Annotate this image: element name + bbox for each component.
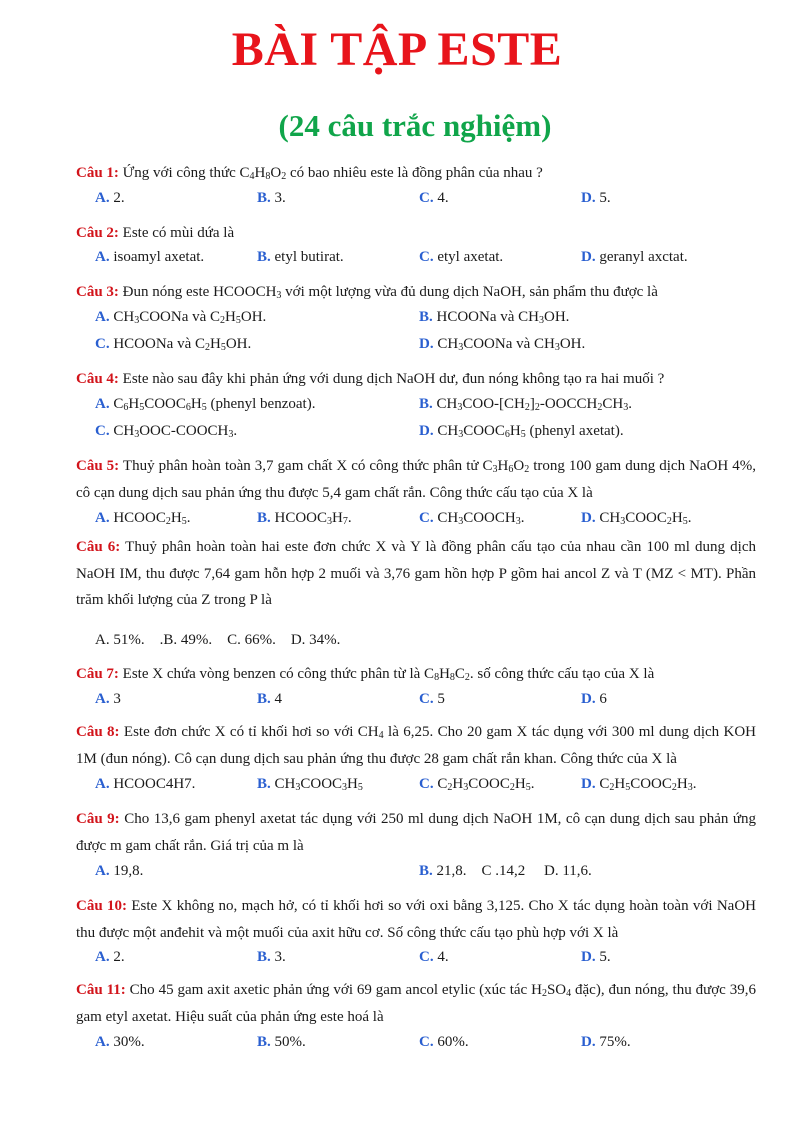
options-9: [95, 863, 775, 889]
question-10: [76, 893, 756, 946]
options-8: [95, 776, 775, 802]
question-2: [76, 220, 756, 247]
question-5: [76, 453, 756, 506]
option-d: D. 5.: [581, 949, 611, 965]
question-label: Câu 1:: [76, 165, 119, 181]
options-1: [95, 190, 775, 216]
page-title: BÀI TẬP ESTE: [231, 23, 563, 76]
question-text: Este X chứa vòng benzen có công thức phân từ là $C_8H_8C_2$. số công thức cấu tạo của X là: [118, 666, 655, 683]
option-b: B. $CH_3COO-[CH_2]_2-OOCCH_2CH_3$.: [419, 396, 632, 413]
option-b: B. 4: [257, 691, 283, 707]
option-c: C. 5: [419, 691, 445, 707]
option-c: C. HCOONa và $C_2H_5OH$.: [95, 336, 252, 353]
answers-6: A. 51%. .B. 49%. C. 66%. D. 34%.: [95, 632, 341, 648]
question-8: [76, 719, 756, 772]
question-label: Câu 3:: [76, 284, 119, 300]
question-text: Este X không no, mạch hở, có tỉ khối hơi so với oxi bằng 3,125. Cho X tác dụng hoàn toàn với NaOH thu được một anđehit và một muối của axit hữu cơ. Số công thức cấu tạo phù hợp với X là: [76, 898, 756, 941]
question-label: Câu 10:: [76, 898, 128, 914]
option-a: A. $C_6H_5COOC_6H_5$ (phenyl benzoat).: [95, 396, 316, 413]
question-label: Câu 4:: [76, 371, 119, 387]
option-d: D. $CH_3COOC_2H_5$.: [581, 510, 692, 527]
options-3-row1: [95, 309, 775, 335]
option-b: B. $CH_3COOC_3H_5$: [257, 776, 363, 793]
question-3: [76, 279, 756, 306]
option-a: A. $HCOOC_2H_5$.: [95, 510, 191, 527]
option-a: A. 3: [95, 691, 121, 707]
question-text: Este nào sau đây khi phản ứng với dung dịch NaOH dư, đun nóng không tạo ra hai muối ?: [118, 371, 665, 387]
option-c: C. 4.: [419, 190, 449, 206]
question-label: Câu 7:: [76, 666, 119, 682]
option-c: C. 4.: [419, 949, 449, 965]
question-label: Câu 6:: [76, 539, 121, 555]
option-b: B. 21,8. C .14,2 D. 11,6.: [419, 863, 592, 879]
question-label: Câu 8:: [76, 724, 120, 740]
question-text: Cho 45 gam axit axetic phản ứng với 69 gam ancol etylic (xúc tác $H_2SO_4$ đặc), đun nóng, thu được 39,6 gam etyl axetat. Hiệu suất của phản ứng este hoá là: [76, 982, 756, 1025]
question-9: [76, 806, 756, 859]
option-b: B. 3.: [257, 949, 286, 965]
options-10: [95, 949, 775, 975]
option-d: D. $CH_3COONa$ và $CH_3OH$.: [419, 336, 586, 353]
option-c: C. $C_2H_3COOC_2H_5$.: [419, 776, 535, 793]
option-a: A. 2.: [95, 190, 125, 206]
option-a: A. $CH_3COONa$ và $C_2H_5OH$.: [95, 309, 267, 326]
question-label: Câu 11:: [76, 982, 126, 998]
option-b: B. HCOONa và $CH_3OH$.: [419, 309, 570, 326]
options-4-row1: [95, 396, 775, 422]
option-c: C. $CH_3OOC-COOCH_3$.: [95, 423, 238, 440]
options-5: [95, 510, 775, 536]
question-text: Este đơn chức X có tỉ khối hơi so với $CH_4$ là 6,25. Cho 20 gam X tác dụng với 300 ml dung dịch KOH 1M (đun nóng). Cô cạn dung dịch sau phản ứng thu được 28 gam chất rắn khan. Công thức của X là: [76, 724, 757, 767]
option-b: B. 3.: [257, 190, 286, 206]
option-a: A. HCOOC4H7.: [95, 776, 196, 792]
question-text: Este có mùi dứa là: [118, 225, 235, 241]
question-label: Câu 2:: [76, 225, 119, 241]
options-3-row2: [95, 336, 775, 362]
option-d: D. $C_2H_5COOC_2H_3$.: [581, 776, 697, 793]
option-a: A. 2.: [95, 949, 125, 965]
option-a: A. isoamyl axetat.: [95, 249, 205, 265]
option-a: A. 30%.: [95, 1034, 145, 1050]
option-d: D. 75%.: [581, 1034, 631, 1050]
question-11: [76, 977, 756, 1030]
option-c: C. etyl axetat.: [419, 249, 504, 265]
question-1: [76, 160, 756, 187]
question-label: Câu 9:: [76, 811, 120, 827]
question-text: Thuỷ phân hoàn toàn 3,7 gam chất X có công thức phân tử $C_3H_6O_2$ trong 100 gam dung dịch NaOH 4%, cô cạn dung dịch sau phản ứng thu được 5,4 gam chất rắn. Công thức cấu tạo của X là: [76, 458, 757, 501]
question-text: Ứng với công thức $C_4H_8O_2$ có bao nhiêu este là đồng phân của nhau ?: [118, 165, 543, 182]
question-label: Câu 5:: [76, 458, 120, 474]
question-text: Đun nóng este $HCOOCH_3$ với một lượng vừa đủ dung dịch NaOH, sản phẩm thu được là: [118, 284, 658, 301]
option-d: D. 5.: [581, 190, 611, 206]
option-c: C. 60%.: [419, 1034, 469, 1050]
options-2: [95, 249, 775, 275]
option-b: B. etyl butirat.: [257, 249, 344, 265]
option-d: D. 6: [581, 691, 607, 707]
option-b: B. $HCOOC_3H_7$.: [257, 510, 352, 527]
question-text: Cho 13,6 gam phenyl axetat tác dụng với 250 ml dung dịch NaOH 1M, cô cạn dung dịch sau phản ứng được m gam chất rắn. Giá trị của m là: [76, 811, 757, 854]
option-d: D. geranyl axctat.: [581, 249, 688, 265]
page-subtitle: (24 câu trắc nghiệm): [278, 108, 552, 143]
option-a: A. 19,8.: [95, 863, 144, 879]
question-7: [76, 661, 756, 688]
options-7: [95, 691, 775, 717]
options-11: [95, 1034, 775, 1060]
option-b: B. 50%.: [257, 1034, 306, 1050]
option-c: C. $CH_3COOCH_3$.: [419, 510, 525, 527]
option-d: D. $CH_3COOC_6H_5$ (phenyl axetat).: [419, 423, 624, 440]
question-text: Thuỷ phân hoàn toàn hai este đơn chức X và Y là đồng phân cấu tạo của nhau cần 100 ml dung dịch NaOH IM, thu được 7,64 gam hỗn hợp 2 muối và 3,76 gam hồn hợp P gồm hai ancol Z và T (MZ < MT). Phần trăm khối lượng của Z trong P là: [76, 539, 756, 608]
options-4-row2: [95, 423, 775, 449]
question-6: [76, 534, 756, 614]
question-4: [76, 366, 756, 393]
